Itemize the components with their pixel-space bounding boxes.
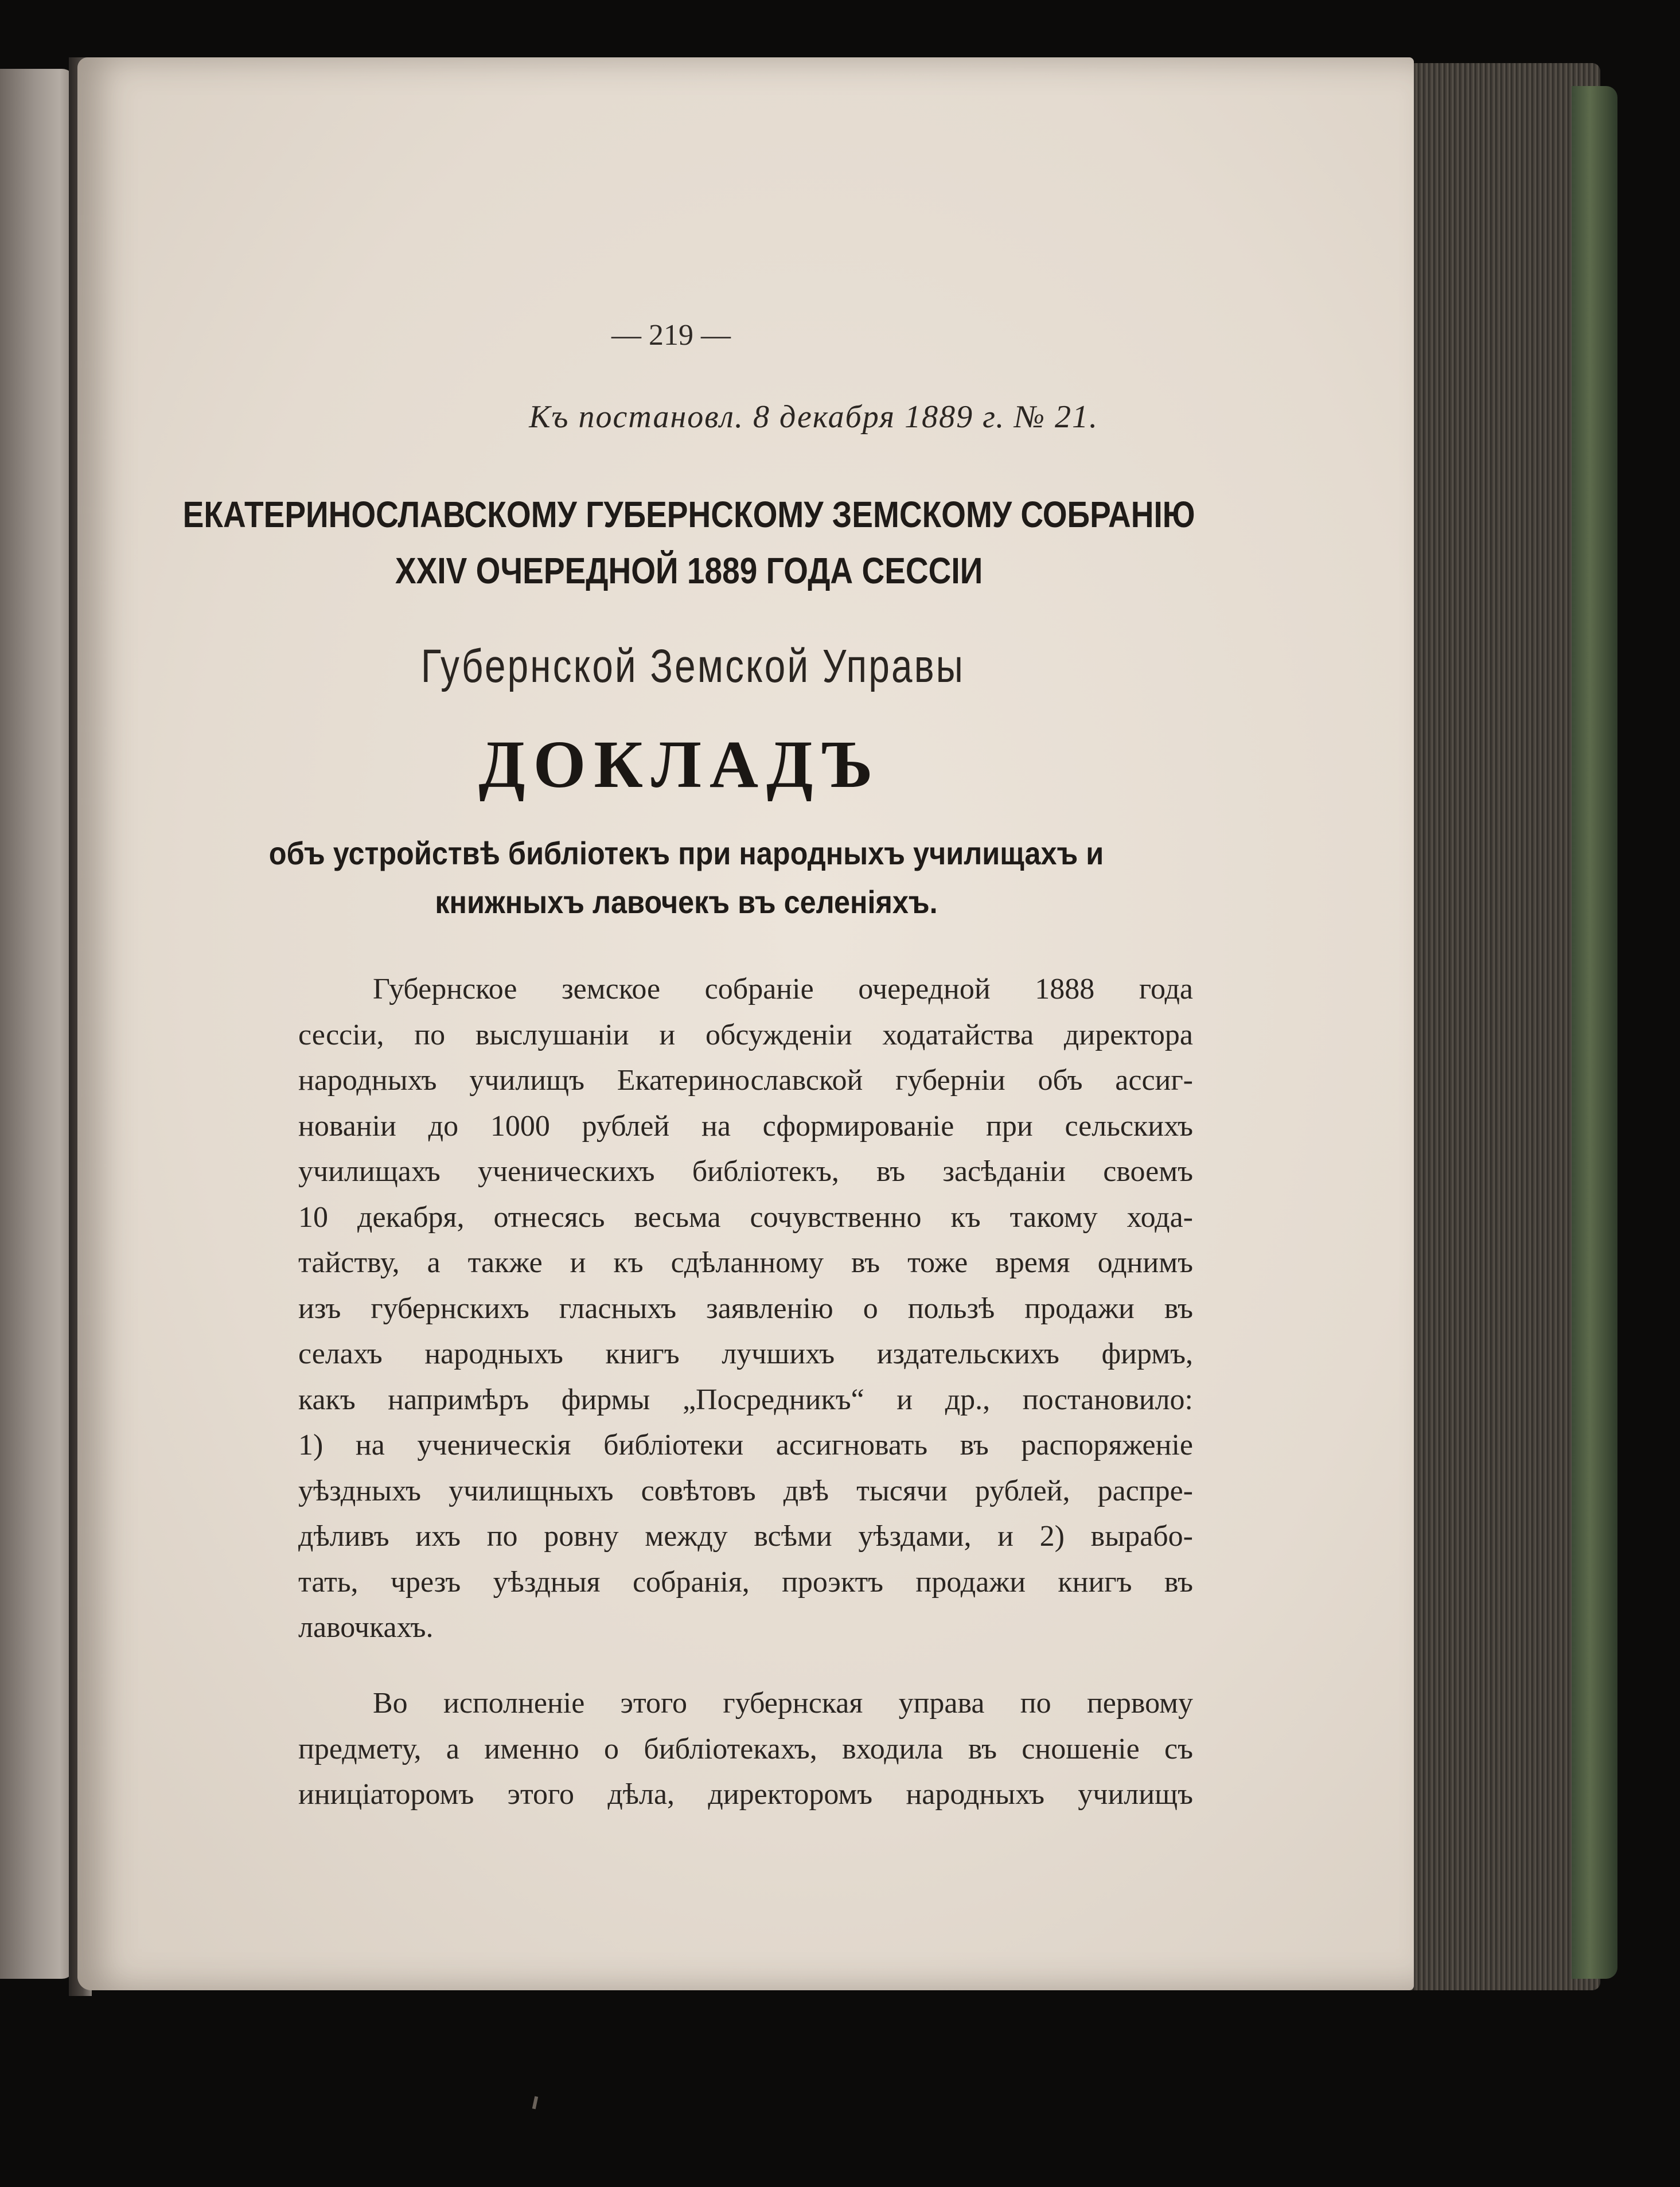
left-page-edge (0, 69, 75, 1979)
text-line: иниціаторомъ этого дѣла, директоромъ народныхъ училищъ (298, 1778, 1193, 1811)
text-line: Губернское земское собраніе очередной 1888 года (373, 973, 1193, 1005)
text-line: какъ напримѣръ фирмы „Посредникъ“ и др., постановило: (298, 1383, 1193, 1416)
text-line: селахъ народныхъ книгъ лучшихъ издательскихъ фирмъ, (298, 1338, 1193, 1370)
text-line: предмету, а именно о библіотекахъ, входила въ сношеніе съ (298, 1732, 1193, 1765)
text-line: уѣздныхъ училищныхъ совѣтовъ двѣ тысячи рублей, распре- (298, 1474, 1193, 1507)
report-title: ДОКЛАДЪ (478, 727, 881, 802)
text-line: дѣливъ ихъ по ровну между всѣми уѣздами, и 2) вырабо- (298, 1520, 1193, 1553)
page-number: — 219 — (611, 319, 731, 352)
title-line-3: Губернской Земской Управы (420, 640, 965, 692)
book-cover-edge (1572, 86, 1617, 1979)
subtitle-line-1: объ устройствѣ библіотекъ при народныхъ училищахъ и (268, 835, 1104, 871)
text-line: сессіи, по выслушаніи и обсужденіи ходатайства директора (298, 1018, 1193, 1051)
page-edges (1400, 63, 1600, 1990)
subtitle-line-2: книжныхъ лавочекъ въ селеніяхъ. (435, 884, 938, 920)
paragraph-2 (298, 1681, 1193, 1818)
text-line: тайству, а также и къ сдѣланному въ тоже время однимъ (298, 1246, 1193, 1279)
text-line: училищахъ ученическихъ библіотекъ, въ засѣданіи своемъ (298, 1155, 1193, 1188)
text-line: изъ губернскихъ гласныхъ заявленію о пользѣ продажи въ (298, 1292, 1193, 1325)
title-line-2: XXIV ОЧЕРЕДНОЙ 1889 ГОДА СЕССІИ (395, 550, 983, 591)
paragraph-1 (298, 966, 1193, 1651)
pencil-mark (532, 2096, 538, 2110)
resolution-reference: Къ постановл. 8 декабря 1889 г. № 21. (529, 399, 1098, 435)
text-line: лавочкахъ. (298, 1611, 434, 1644)
title-line-1: ЕКАТЕРИНОСЛАВСКОМУ ГУБЕРНСКОМУ ЗЕМСКОМУ СОБРАНІЮ (182, 494, 1195, 535)
text-line: народныхъ училищъ Екатеринославской губерніи объ ассиг- (298, 1064, 1193, 1097)
text-line: Во исполненіе этого губернская управа по первому (373, 1687, 1193, 1720)
text-line: 10 декабря, отнесясь весьма сочувственно къ такому хода- (298, 1200, 1193, 1234)
text-line: нованіи до 1000 рублей на сформированіе при сельскихъ (298, 1109, 1193, 1143)
text-line: 1) на ученическія библіотеки ассигновать въ распоряженіе (298, 1429, 1193, 1461)
text-line: тать, чрезъ уѣздныя собранія, проэктъ продажи книгъ въ (298, 1565, 1193, 1599)
document-page (77, 57, 1414, 1990)
